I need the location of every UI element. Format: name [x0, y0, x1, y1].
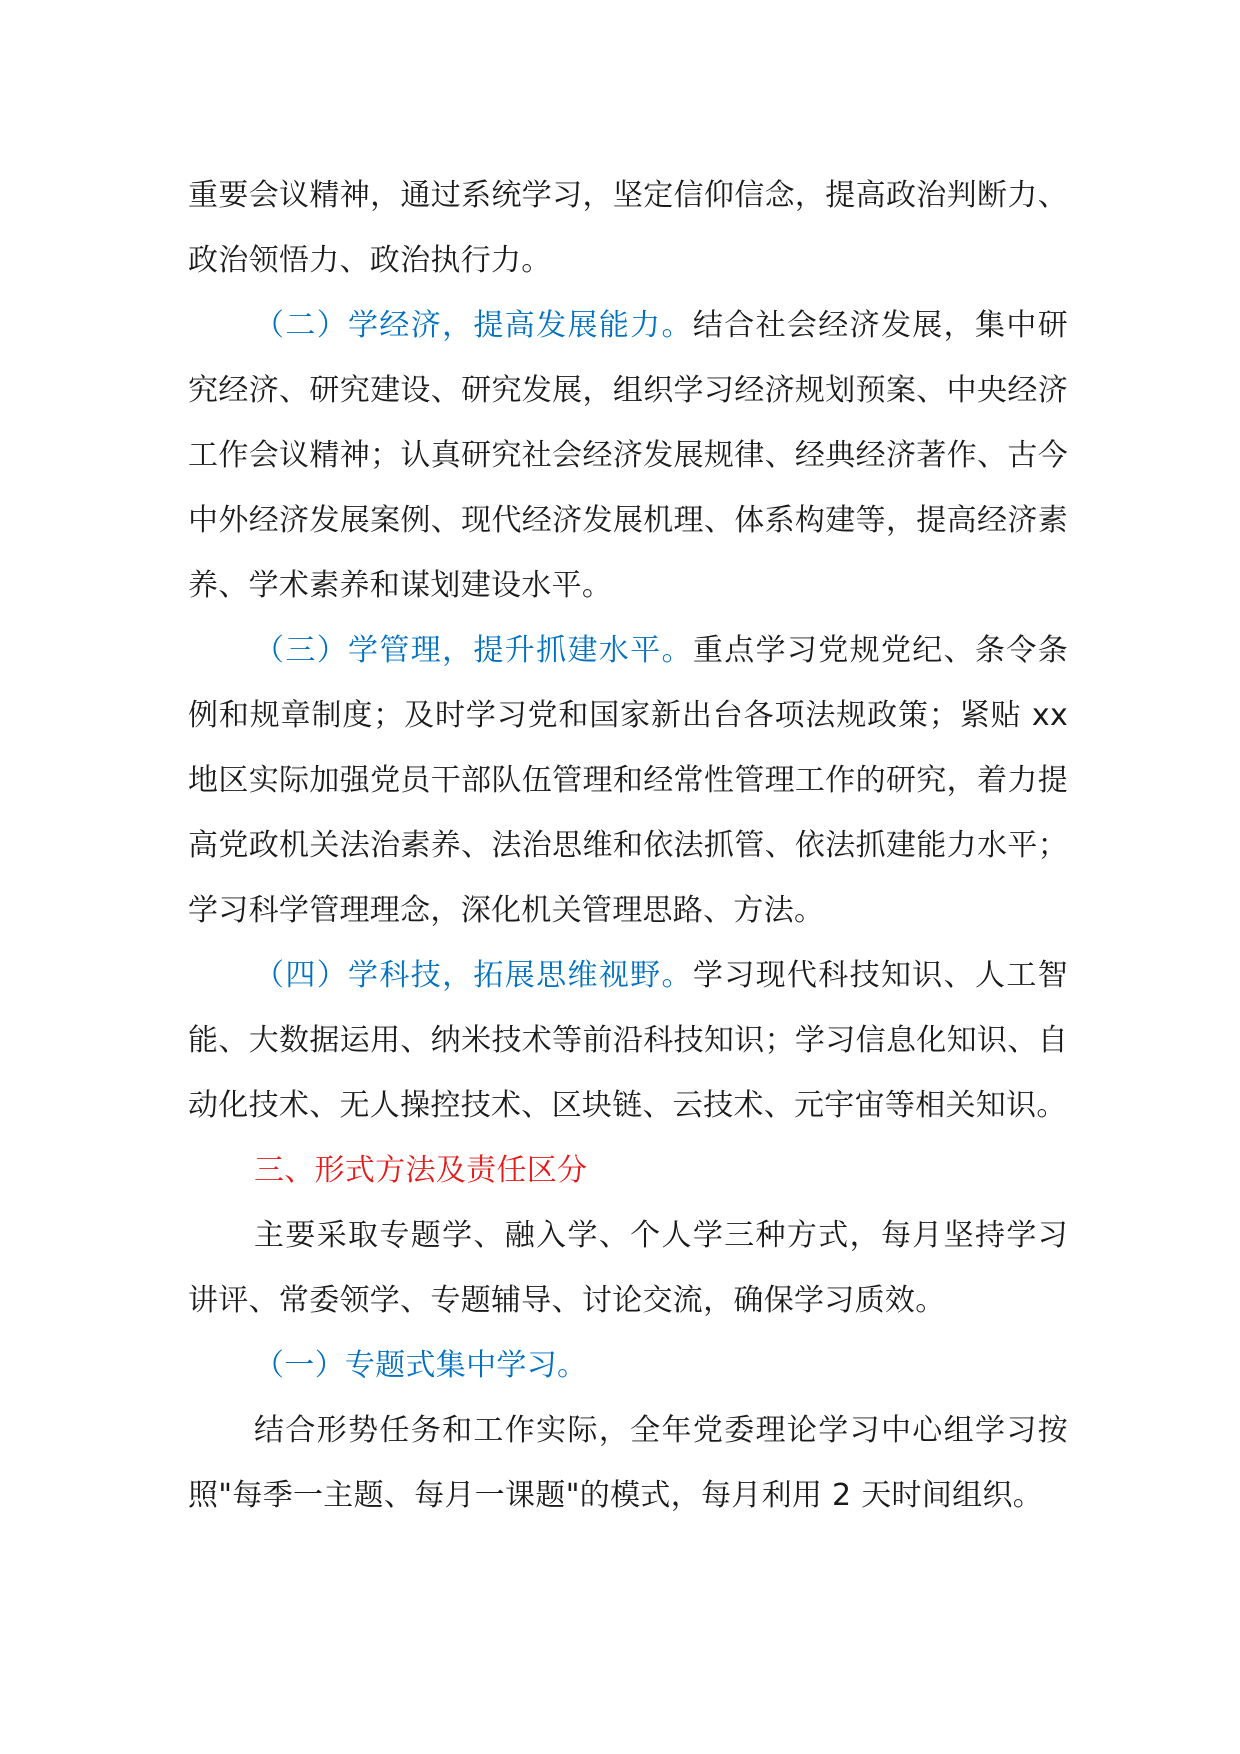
subheading-text: （一）专题式集中学习。: [254, 1348, 588, 1383]
paragraph-text: 重点学习党规党纪、条令条例和规章制度；及时学习党和国家新出台各项法规政策；紧贴 xx 地区实际加强党员干部队伍管理和经常性管理工作的研究，着力提高党政机关法治素养、法治思维和依法抓管、依法抓建能力水平；学习科学管理理念，深化机关管理思路、方法。: [188, 633, 1068, 928]
subheading-special-topic-study: [188, 1333, 1068, 1398]
paragraph-study-economy: [188, 293, 1068, 618]
paragraph-methods-overview: [188, 1203, 1068, 1333]
paragraph-special-topic-detail: [188, 1398, 1068, 1528]
subheading-study-management: （三）学管理，提升抓建水平。: [254, 633, 693, 668]
section-heading-methods: [188, 1138, 1068, 1203]
paragraph-text: 主要采取专题学、融入学、个人学三种方式，每月坚持学习讲评、常委领学、专题辅导、讨论交流，确保学习质效。: [188, 1218, 1068, 1318]
paragraph-text: 结合形势任务和工作实际，全年党委理论学习中心组学习按照"每季一主题、每月一课题"的模式，每月利用 2 天时间组织。: [188, 1413, 1068, 1513]
paragraph-study-technology: [188, 943, 1068, 1138]
subheading-study-economy: （二）学经济，提高发展能力。: [254, 308, 693, 343]
paragraph-continuation: [188, 163, 1068, 293]
document-body: [188, 163, 1068, 1528]
section-heading-text: 三、形式方法及责任区分: [254, 1153, 588, 1188]
paragraph-text: 学习现代科技知识、人工智能、大数据运用、纳米技术等前沿科技知识；学习信息化知识、自动化技术、无人操控技术、区块链、云技术、元宇宙等相关知识。: [188, 958, 1068, 1123]
subheading-study-technology: （四）学科技，拓展思维视野。: [254, 958, 693, 993]
paragraph-text: 重要会议精神，通过系统学习，坚定信仰信念，提高政治判断力、政治领悟力、政治执行力。: [188, 178, 1068, 278]
paragraph-text: 结合社会经济发展，集中研究经济、研究建设、研究发展，组织学习经济规划预案、中央经济工作会议精神；认真研究社会经济发展规律、经典经济著作、古今中外经济发展案例、现代经济发展机理、体系构建等，提高经济素养、学术素养和谋划建设水平。: [188, 308, 1068, 603]
paragraph-study-management: [188, 618, 1068, 943]
